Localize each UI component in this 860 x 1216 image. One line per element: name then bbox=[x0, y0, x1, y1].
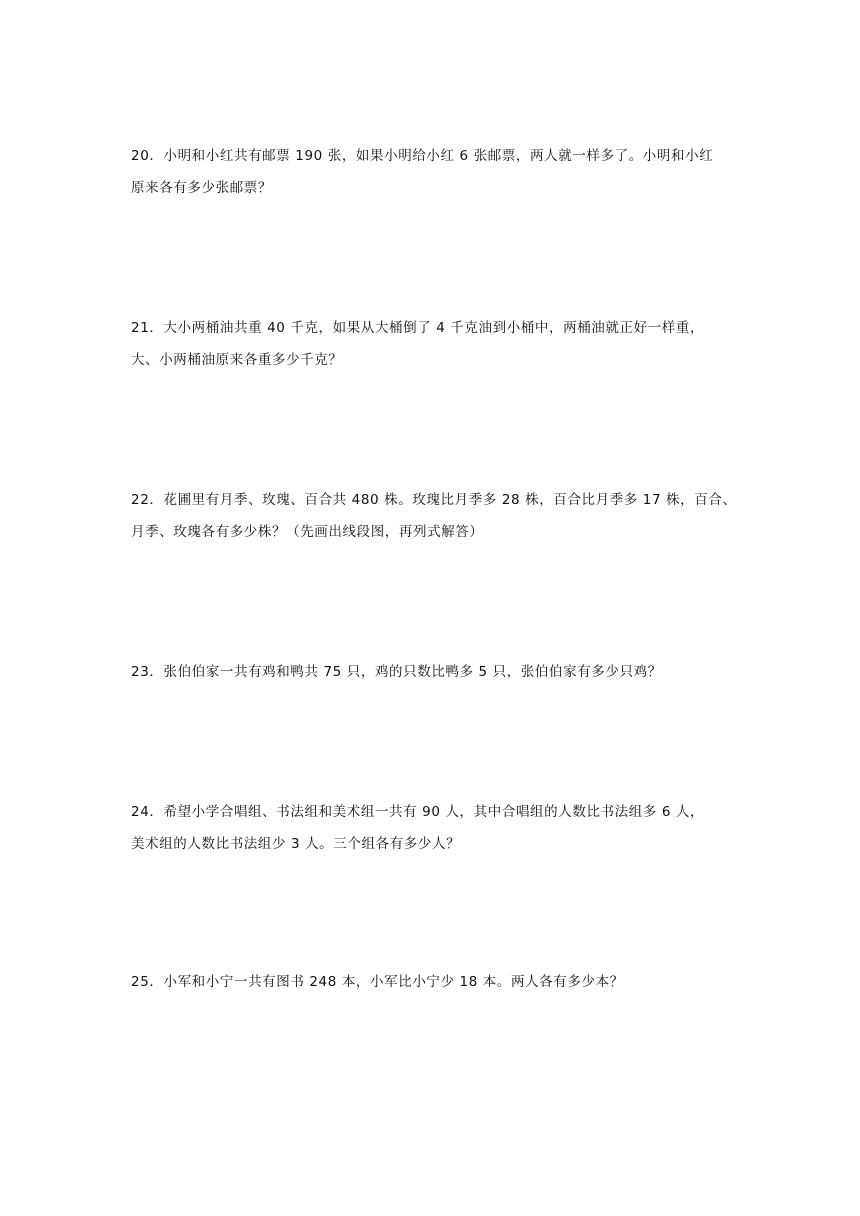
question-21 bbox=[131, 312, 741, 376]
question-22-line-1: 22．花圃里有月季、玫瑰、百合共 480 株。玫瑰比月季多 28 株，百合比月季多 17 株，百合、 bbox=[131, 492, 737, 508]
question-23 bbox=[131, 656, 741, 688]
question-24-line-2: 美术组的人数比书法组少 3 人。三个组各有多少人？ bbox=[131, 836, 461, 852]
question-25 bbox=[131, 966, 741, 998]
question-24 bbox=[131, 796, 741, 860]
question-21-line-1: 21．大小两桶油共重 40 千克，如果从大桶倒了 4 千克油到小桶中，两桶油就正好一样重， bbox=[131, 320, 705, 336]
question-22 bbox=[131, 484, 741, 548]
question-22-line-2: 月季、玫瑰各有多少株？（先画出线段图，再列式解答） bbox=[131, 524, 484, 540]
question-25-line-1: 25．小军和小宁一共有图书 248 本，小军比小宁少 18 本。两人各有多少本？ bbox=[131, 974, 624, 990]
question-20 bbox=[131, 140, 741, 204]
question-20-line-1: 20．小明和小红共有邮票 190 张，如果小明给小红 6 张邮票，两人就一样多了。小明和小红 bbox=[131, 148, 714, 164]
question-20-line-2: 原来各有多少张邮票？ bbox=[131, 180, 272, 196]
question-21-line-2: 大、小两桶油原来各重多少千克？ bbox=[131, 352, 343, 368]
question-24-line-1: 24．希望小学合唱组、书法组和美术组一共有 90 人，其中合唱组的人数比书法组多 6 人， bbox=[131, 804, 705, 820]
question-23-line-1: 23．张伯伯家一共有鸡和鸭共 75 只，鸡的只数比鸭多 5 只，张伯伯家有多少只鸡？ bbox=[131, 664, 662, 680]
